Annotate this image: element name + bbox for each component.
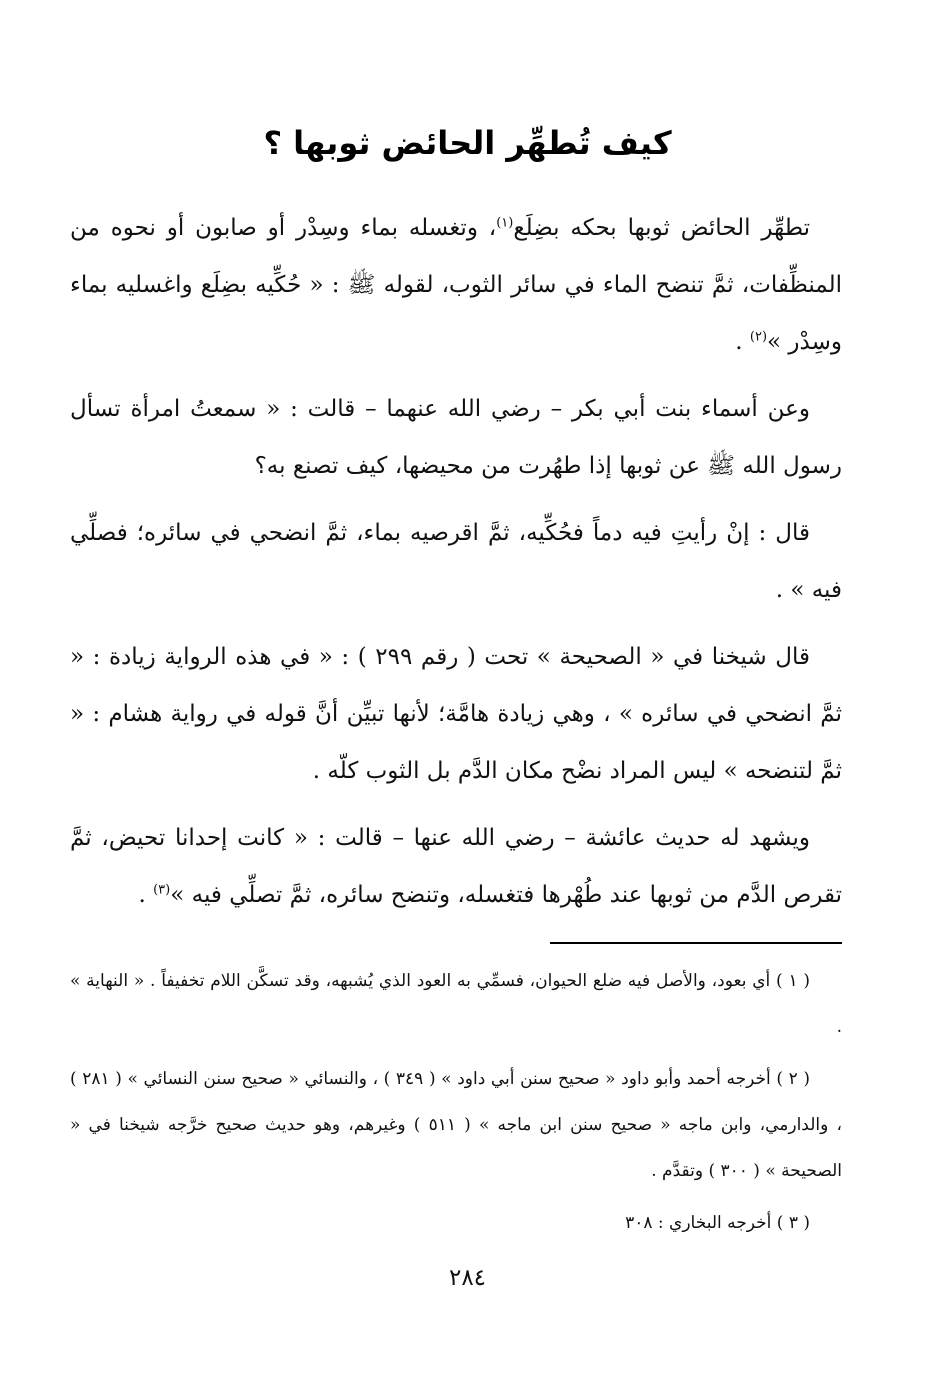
page-number: ٢٨٤: [448, 1265, 487, 1291]
footnote-1: ( ١ ) أي بعود، والأصل فيه ضلع الحيوان، فسمِّي به العود الذي يُشبهه، وقد تسكَّن اللام تخفيفاً . « النهاية » .: [70, 971, 842, 1037]
footnote-3: ( ٣ ) أخرجه البخاري : ٣٠٨: [625, 1213, 810, 1233]
footnote-2: ( ٢ ) أخرجه أحمد وأبو داود « صحيح سنن أبي داود » ( ٣٤٩ ) ، والنسائي « صحيح سنن النسائي » ( ٢٨١ ) ، والدارمي، وابن ماجه « صحيح سنن ابن ماجه » ( ٥١١ ) وغيرهم، وهو حديث صحيح خرَّجه شيخنا في « الصحيحة » ( ٣٠٠ ) وتقدَّم .: [70, 1069, 842, 1181]
page-title: كيف تُطهِّر الحائض ثوبها ؟: [263, 124, 672, 162]
paragraph-3: قال : إنْ رأيتِ فيه دماً فحُكِّيه، ثمَّ اقرصيه بماء، ثمَّ انضحي في سائره؛ فصلِّي فيه » .: [70, 520, 842, 603]
paragraph-1-text: تطهِّر الحائض ثوبها بحكه بضِلَع: [513, 215, 810, 241]
paragraph-5-tail: .: [138, 882, 154, 908]
paragraph-1-tail: ، وتغسله بماء وسِدْر أو صابون أو نحوه من المنظِّفات، ثمَّ تنضح الماء في سائر الثوب، لقوله ﷺ : « حُكِّيه بضِلَع واغسليه بماء وسِدْر »: [70, 215, 842, 355]
paragraph-1-end: .: [735, 329, 750, 355]
footnote-ref-2: (٢): [749, 329, 768, 345]
paragraph-5-text: ويشهد له حديث عائشة – رضي الله عنها – قالت : « كانت إحدانا تحيض، ثمَّ تقرص الدَّم من ثوبها عند طُهْرها فتغسله، وتنضح سائره، ثمَّ تصلِّي فيه »: [70, 825, 842, 908]
paragraph-5: [70, 810, 842, 924]
paragraph-2: وعن أسماء بنت أبي بكر – رضي الله عنهما – قالت : « سمعتُ امرأة تسأل رسول الله ﷺ عن ثوبها إذا طهُرت من محيضها، كيف تصنع به؟: [70, 396, 842, 479]
main-text: [70, 200, 842, 934]
paragraph-4: قال شيخنا في « الصحيحة » تحت ( رقم ٢٩٩ ) : « في هذه الرواية زيادة : « ثمَّ انضحي في سائره » ، وهي زيادة هامَّة؛ لأنها تبيِّن أنَّ قوله في رواية هشام : « ثمَّ لتنضحه » ليس المراد نضْح مكان الدَّم بل الثوب كلّه .: [70, 644, 842, 784]
paragraph-1: [70, 200, 842, 371]
footnote-ref-1: (١): [496, 215, 514, 231]
footnote-ref-3: (٣): [153, 882, 171, 898]
footnote-divider: [550, 942, 842, 944]
footnotes: [70, 958, 842, 1252]
